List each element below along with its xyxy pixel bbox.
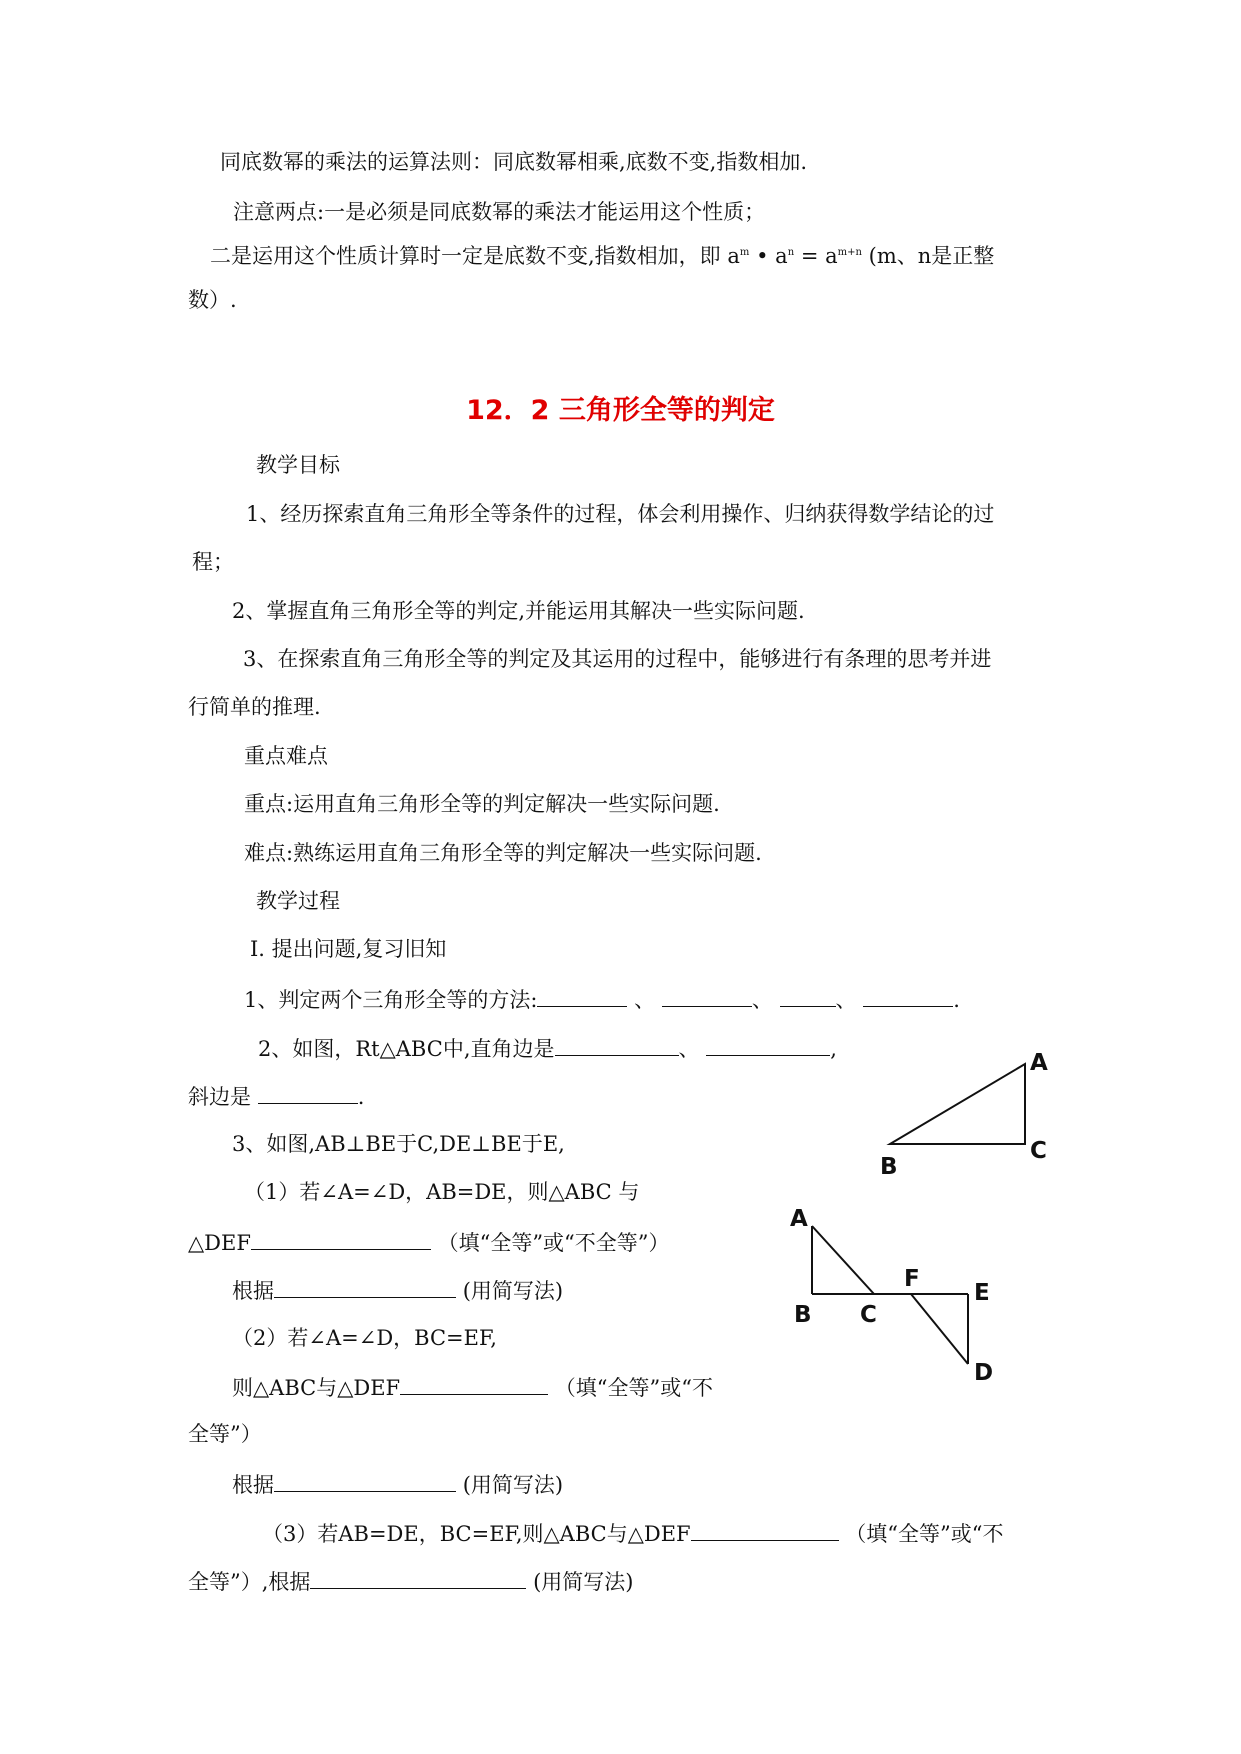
question-3-2-b: 则△ABC与△DEF （填“全等”或“不 [232, 1372, 713, 1402]
answer-blank[interactable] [662, 984, 752, 1007]
label-b: B [880, 1154, 898, 1180]
key-point: 重点:运用直角三角形全等的判定解决一些实际问题. [244, 792, 720, 816]
intro-last-line: 数）. [188, 288, 237, 312]
answer-blank[interactable] [863, 984, 953, 1007]
label-d: D [974, 1360, 994, 1386]
question-2-hypotenuse: 斜边是 . [188, 1081, 364, 1111]
answer-blank[interactable] [555, 1033, 679, 1056]
question-1: 1、判定两个三角形全等的方法: 、 、 、 . [244, 984, 960, 1014]
objective-3-b: 行简单的推理. [188, 695, 321, 719]
intro-rule-line: 同底数幂的乘法的运算法则：同底数幂相乘,底数不变,指数相加. [220, 150, 808, 174]
question-3-3: （3）若AB=DE，BC=EF,则△ABC与△DEF （填“全等”或“不 [262, 1518, 1004, 1548]
answer-blank[interactable] [691, 1518, 839, 1541]
triangle-abc-shape [890, 1064, 1025, 1144]
answer-blank[interactable] [400, 1372, 548, 1395]
label-e: E [974, 1280, 990, 1306]
answer-blank[interactable] [274, 1275, 456, 1298]
intro-note-line: 注意两点:一是必须是同底数幂的乘法才能运用这个性质； [233, 200, 766, 224]
label-c: C [1030, 1138, 1047, 1164]
objective-2: 2、掌握直角三角形全等的判定,并能运用其解决一些实际问题. [232, 599, 805, 623]
answer-blank[interactable] [251, 1227, 431, 1250]
objectives-heading: 教学目标 [256, 453, 340, 477]
objective-3-a: 3、在探索直角三角形全等的判定及其运用的过程中，能够进行有条理的思考并进 [243, 647, 992, 671]
label-a: A [790, 1206, 808, 1232]
intro-second-tail: (m、n是正整 [868, 244, 995, 268]
power-formula: $a^m$ • $a^n = a^{m+n}$ [727, 244, 862, 268]
objective-1-b: 程； [192, 550, 234, 574]
question-3-1-b: △DEF （填“全等”或“不全等”） [188, 1227, 670, 1257]
difficulty-point: 难点:熟练运用直角三角形全等的判定解决一些实际问题. [244, 841, 762, 865]
line-fd [911, 1294, 968, 1364]
section-title: 12．2 三角形全等的判定 [466, 395, 775, 426]
label-b: B [794, 1302, 812, 1328]
label-f: F [904, 1266, 920, 1292]
question-3: 3、如图,AB⊥BE于C,DE⊥BE于E, [232, 1132, 565, 1156]
answer-blank[interactable] [274, 1469, 456, 1492]
intro-second-line [210, 239, 994, 270]
question-3-2-c: 全等”） [188, 1422, 262, 1446]
question-3-2: （2）若∠A=∠D，BC=EF, [232, 1326, 497, 1350]
answer-blank[interactable] [258, 1081, 358, 1104]
answer-blank[interactable] [310, 1566, 526, 1589]
intro-second-text: 二是运用这个性质计算时一定是底数不变,指数相加，即 [210, 244, 721, 268]
question-3-1: （1）若∠A=∠D，AB=DE，则△ABC 与 [244, 1180, 640, 1204]
part1-heading: Ⅰ. 提出问题,复习旧知 [250, 937, 447, 961]
question-3-1-basis: 根据 (用简写法) [232, 1275, 563, 1305]
key-points-heading: 重点难点 [244, 744, 328, 768]
answer-blank[interactable] [706, 1033, 830, 1056]
line-ac [812, 1226, 874, 1294]
objective-1-a: 1、经历探索直角三角形全等条件的过程，体会利用操作、归纳获得数学结论的过 [246, 502, 995, 526]
answer-blank[interactable] [780, 984, 836, 1007]
label-c: C [860, 1302, 877, 1328]
question-3-2-basis: 根据 (用简写法) [232, 1469, 563, 1499]
question-2: 2、如图，Rt△ABC中,直角边是 、 , [258, 1033, 837, 1063]
process-heading: 教学过程 [256, 889, 340, 913]
figure-triangles-abc-def [780, 1196, 1010, 1392]
answer-blank[interactable] [537, 984, 627, 1007]
question-3-3-b: 全等”）,根据 (用简写法) [188, 1566, 634, 1596]
label-a: A [1030, 1050, 1048, 1076]
figure-triangle-abc [870, 1040, 1060, 1180]
